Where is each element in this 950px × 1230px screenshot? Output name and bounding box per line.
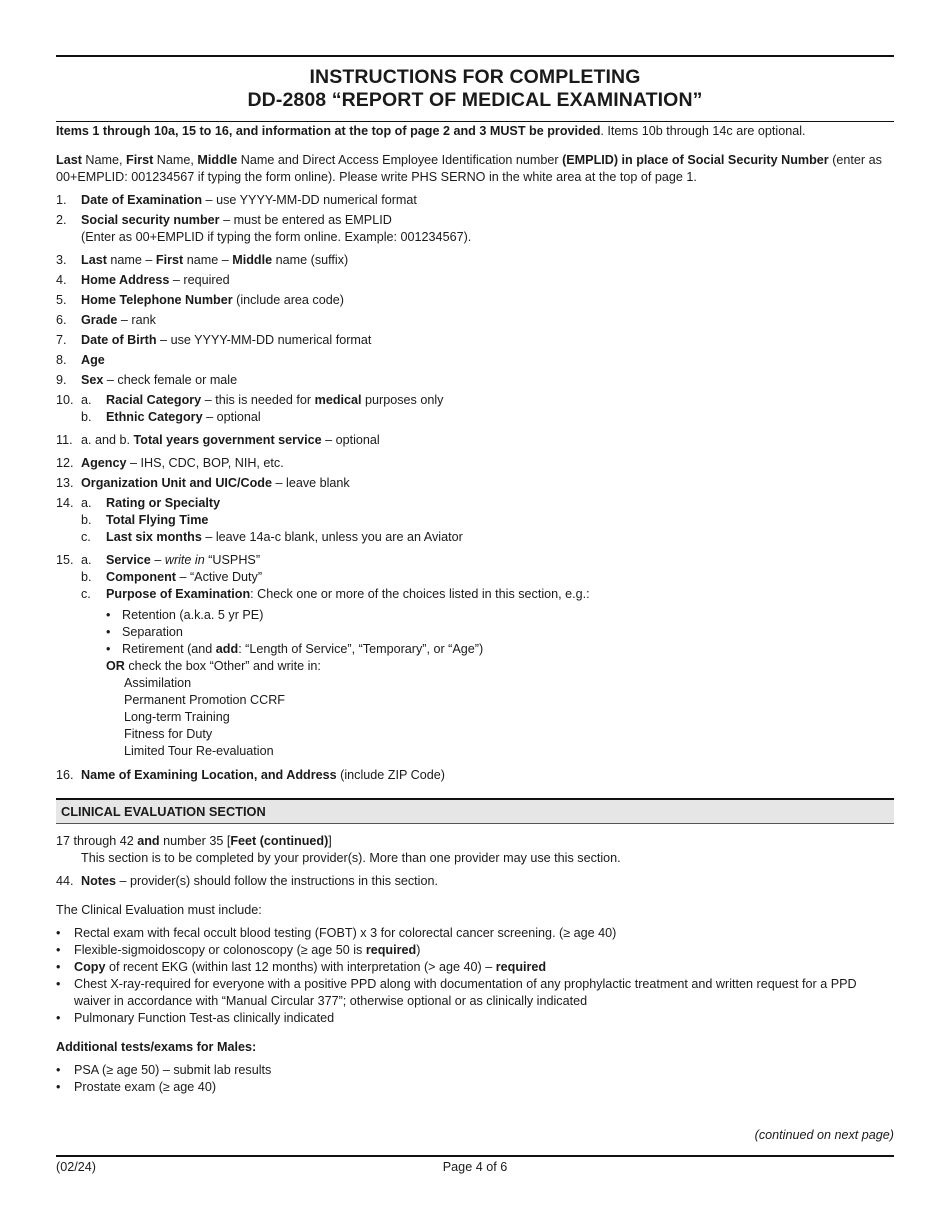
title-rule (56, 121, 894, 122)
title-line-2: DD-2808 “REPORT OF MEDICAL EXAMINATION” (247, 89, 703, 111)
other-item: Permanent Promotion CCRF (124, 693, 285, 707)
name-paragraph: Last Name, First Name, Middle Name and Direct Access Employee Identification number (EMPLID) in place of Social Security Number (enter as 00+EMPLID: 001234567 if typing the form online). Please write PHS SERNO in the white area at the top of page 1. (56, 153, 882, 184)
other-item: Long-term Training (124, 710, 230, 724)
item-5: 5. Home Telephone Number (include area code) (56, 293, 344, 307)
males-list (56, 1062, 894, 1096)
item-3: 3. Last name – First name – Middle name (suffix) (56, 253, 349, 267)
form-date: (02/24) (56, 1160, 96, 1174)
clinical-must-include: The Clinical Evaluation must include: (56, 903, 262, 917)
other-item: Assimilation (124, 676, 192, 690)
other-item: Limited Tour Re-evaluation (124, 744, 274, 758)
req-rectal-exam: • Rectal exam with fecal occult blood testing (FOBT) x 3 for colorectal cancer screening. (≥ age 40) (56, 925, 894, 942)
item-12: 12. Agency – IHS, CDC, BOP, NIH, etc. (56, 456, 284, 470)
item-7: 7. Date of Birth – use YYYY-MM-DD numerical format (56, 333, 372, 347)
males-heading: Additional tests/exams for Males: (56, 1040, 257, 1054)
purpose-retirement: • Retirement (and add: “Length of Service”, “Temporary”, or “Age”) (106, 641, 894, 658)
item-16: 16. Name of Examining Location, and Address (include ZIP Code) (56, 768, 445, 782)
item-list-continued (56, 767, 894, 784)
other-option: OR check the box “Other” and write in: (106, 659, 321, 673)
item-6: 6. Grade – rank (56, 313, 156, 327)
purpose-bullets (106, 607, 894, 658)
item-10: 10. a. Racial Category – this is needed for medical purposes only b. Ethnic Category – optional (56, 393, 444, 424)
clinical-section-heading: CLINICAL EVALUATION SECTION (56, 798, 894, 824)
item-2: 2. Social security number – must be entered as EMPLID (Enter as 00+EMPLID if typing the form online. Example: 001234567). (56, 213, 472, 244)
clinical-requirements (56, 925, 894, 1027)
item-8: 8. Age (56, 353, 105, 367)
other-list (124, 675, 894, 760)
item-list (56, 192, 894, 603)
continued-note: (continued on next page) (754, 1128, 894, 1142)
purpose-separation: • Separation (106, 624, 894, 641)
item-44: 44. Notes – provider(s) should follow the instructions in this section. (56, 874, 438, 888)
req-ekg: • Copy of recent EKG (within last 12 months) with interpretation (> age 40) – required (56, 959, 894, 976)
item-11: 11. a. and b. Total years government service – optional (56, 433, 380, 447)
item-15: 15. a. Service – write in “USPHS” b. Component – “Active Duty” c. Purpose of Examination: Check one or more of the choices listed in this section, e.g.: (56, 553, 590, 601)
clinical-range: 17 through 42 and number 35 [Feet (continued)] (56, 834, 332, 848)
item-4: 4. Home Address – required (56, 273, 230, 287)
document-page (56, 0, 894, 1230)
instructions-body (56, 123, 894, 1096)
clinical-range-description: This section is to be completed by your provider(s). More than one provider may use this section. (81, 851, 621, 865)
req-pulmonary: • Pulmonary Function Test-as clinically indicated (56, 1010, 894, 1027)
item-14: 14. a. Rating or Specialty b. Total Flying Time c. Last six months – leave 14a-c blank, unless you are an Aviator (56, 496, 463, 544)
male-prostate: • Prostate exam (≥ age 40) (56, 1079, 894, 1096)
title-line-1: INSTRUCTIONS FOR COMPLETING (309, 66, 641, 88)
top-rule (56, 55, 894, 57)
item-9: 9. Sex – check female or male (56, 373, 238, 387)
page-number: Page 4 of 6 (442, 1160, 508, 1174)
bottom-rule (56, 1155, 894, 1157)
req-chest-xray: • Chest X-ray-required for everyone with a positive PPD along with documentation of any prophylactic treatment and written request for a PPD waiver in accordance with “Manual Circular 377”; otherwise optional or as clinically indicated (56, 976, 894, 1010)
page-title (56, 66, 894, 112)
other-item: Fitness for Duty (124, 727, 213, 741)
notes-list (56, 873, 894, 890)
item-1: 1. Date of Examination – use YYYY-MM-DD numerical format (56, 193, 417, 207)
purpose-retention: • Retention (a.k.a. 5 yr PE) (106, 607, 894, 624)
intro-paragraph: Items 1 through 10a, 15 to 16, and information at the top of page 2 and 3 MUST be provided. Items 10b through 14c are optional. (56, 124, 806, 138)
req-sigmoidoscopy: • Flexible-sigmoidoscopy or colonoscopy (≥ age 50 is required) (56, 942, 894, 959)
item-13: 13. Organization Unit and UIC/Code – leave blank (56, 476, 350, 490)
male-psa: • PSA (≥ age 50) – submit lab results (56, 1062, 894, 1079)
